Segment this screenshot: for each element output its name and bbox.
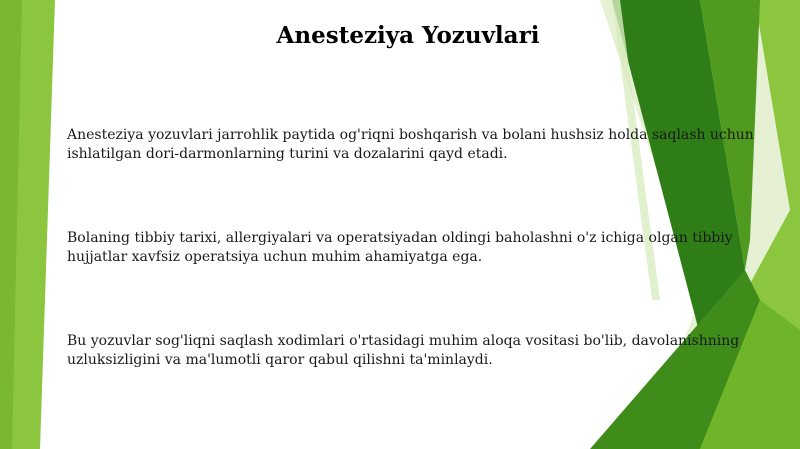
- paragraph-medical-history: Bolaning tibbiy tarixi, allergiyalari va operatsiyadan oldingi baholashni o'z ichiga olgan tibbiy hujjatlar xavfsiz operatsiya uchun muhim ahamiyatga ega.: [67, 230, 733, 265]
- paragraph-anesthesia-records: Anesteziya yozuvlari jarrohlik paytida og'riqni boshqarish va bolani hushsiz holda saqlash uchun ishlatilgan dori-darmonlarning turini va dozalarini qayd etadi.: [67, 127, 754, 162]
- slide-title: Anesteziya Yozuvlari: [276, 22, 540, 49]
- paragraph-communication: Bu yozuvlar sog'liqni saqlash xodimlari o'rtasidagi muhim aloqa vositasi bo'lib, davolanishning uzluksizligini va ma'lumotli qaror qabul qilishni ta'minlaydi.: [67, 333, 740, 368]
